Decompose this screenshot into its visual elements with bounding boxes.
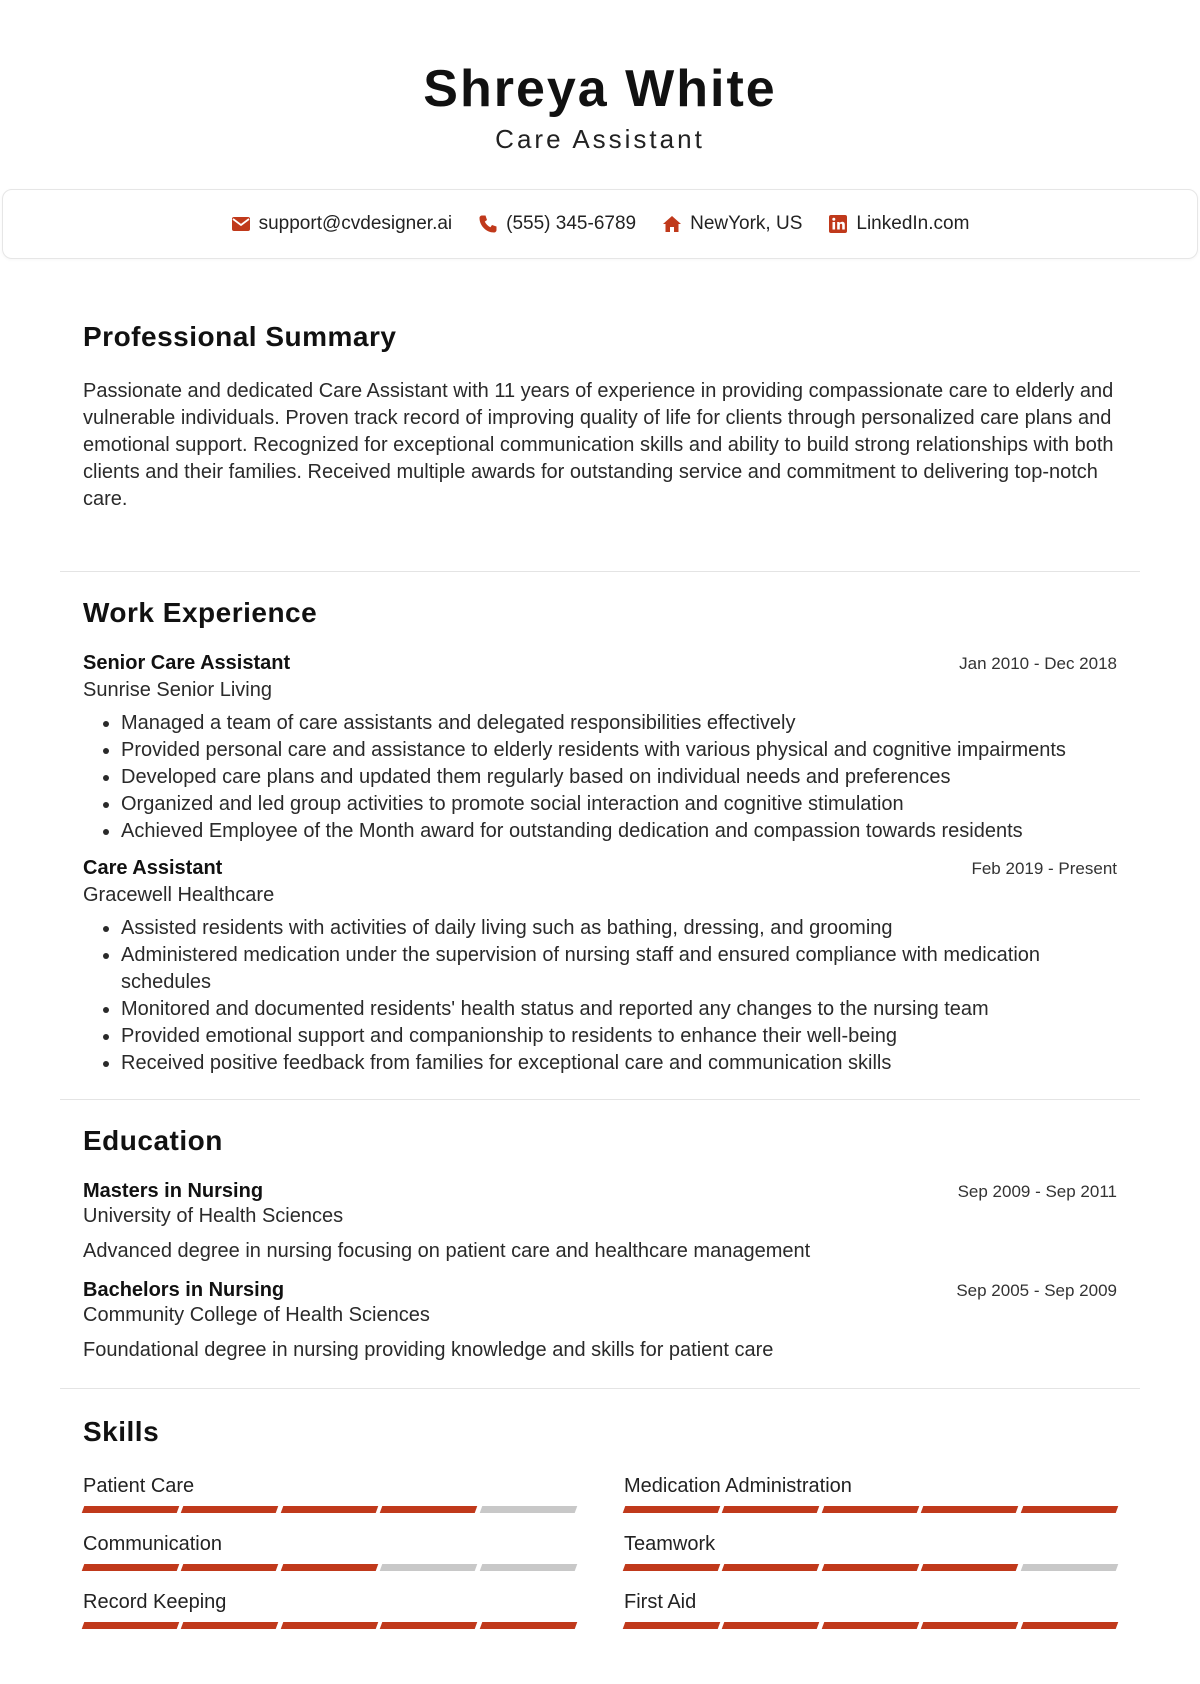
list-item: • Organized and led group activities to promote social interaction and cognitive stimulation xyxy=(121,791,1117,818)
skill-segment-filled xyxy=(822,1564,920,1571)
skill-segment-filled xyxy=(1020,1622,1118,1629)
summary-text: Passionate and dedicated Care Assistant with 11 years of experience in providing compassionate care to elderly and vulnerable individuals. Proven track record of improving quality of life for clients through personalized care plans and emotional support. Recognized for exceptional communication skills and ability to build strong relationships with both clients and their families. Received multiple awards for outstanding service and commitment to delivering top-notch care. xyxy=(83,380,1114,510)
skill-segment-filled xyxy=(181,1506,279,1513)
skill-segment-filled xyxy=(722,1564,820,1571)
skill-segment-filled xyxy=(181,1622,279,1629)
skill-segment-filled xyxy=(281,1564,379,1571)
job-entry xyxy=(83,652,1117,845)
skill-item xyxy=(624,1531,1117,1571)
contact-email[interactable] xyxy=(231,213,453,235)
skill-segment-filled xyxy=(281,1506,379,1513)
skill-item xyxy=(83,1589,576,1629)
list-item: • Developed care plans and updated them regularly based on individual needs and preferences xyxy=(121,764,1117,791)
skill-segment-filled xyxy=(623,1622,721,1629)
skill-name: Teamwork xyxy=(624,1533,716,1555)
education-dates: Sep 2005 - Sep 2009 xyxy=(956,1281,1117,1300)
contact-phone[interactable] xyxy=(478,213,636,235)
skill-segment-filled xyxy=(380,1622,478,1629)
list-item: • Monitored and documented residents' health status and reported any changes to the nursing team xyxy=(121,996,1117,1023)
education-heading: Education xyxy=(83,1125,223,1156)
experience-section xyxy=(60,572,1140,1099)
skill-segment-empty xyxy=(1020,1564,1118,1571)
degree-title: Bachelors in Nursing xyxy=(83,1279,285,1301)
contact-linkedin-text: LinkedIn.com xyxy=(856,213,970,234)
skill-segment-empty xyxy=(479,1506,577,1513)
skill-level-bar xyxy=(624,1622,1117,1629)
skills-section xyxy=(60,1389,1140,1629)
skill-segment-filled xyxy=(921,1564,1019,1571)
skill-item xyxy=(624,1589,1117,1629)
list-item: • Provided personal care and assistance to elderly residents with various physical and cognitive impairments xyxy=(121,737,1117,764)
degree-title: Masters in Nursing xyxy=(83,1180,264,1202)
skill-segment-filled xyxy=(281,1622,379,1629)
education-dates: Sep 2009 - Sep 2011 xyxy=(957,1182,1117,1201)
contact-bar xyxy=(2,189,1198,259)
skill-name: First Aid xyxy=(624,1591,697,1613)
envelope-icon xyxy=(231,214,251,234)
skill-name: Patient Care xyxy=(83,1475,195,1497)
skill-segment-filled xyxy=(82,1564,180,1571)
education-section xyxy=(60,1100,1140,1388)
list-item: • Provided emotional support and companionship to residents to enhance their well-being xyxy=(121,1023,1117,1050)
list-item: • Achieved Employee of the Month award for outstanding dedication and compassion towards residents xyxy=(121,818,1117,845)
skills-heading: Skills xyxy=(83,1416,160,1447)
skill-segment-filled xyxy=(921,1506,1019,1513)
job-bullets xyxy=(83,710,1117,845)
school-name: University of Health Sciences xyxy=(83,1205,344,1227)
job-dates: Feb 2019 - Present xyxy=(971,859,1117,878)
list-item: • Assisted residents with activities of daily living such as bathing, dressing, and grooming xyxy=(121,915,1117,942)
home-icon xyxy=(662,214,682,234)
skill-level-bar xyxy=(83,1564,576,1571)
job-entry xyxy=(83,857,1117,1077)
skill-name: Communication xyxy=(83,1533,222,1555)
education-entry xyxy=(83,1279,1117,1364)
skill-segment-filled xyxy=(822,1506,920,1513)
education-description: Foundational degree in nursing providing knowledge and skills for patient care xyxy=(83,1339,774,1361)
candidate-title: Care Assistant xyxy=(495,124,705,154)
list-item: • Received positive feedback from families for exceptional care and communication skills xyxy=(121,1050,1117,1077)
candidate-name: Shreya White xyxy=(423,60,777,118)
job-bullets xyxy=(83,915,1117,1077)
contact-linkedin[interactable] xyxy=(828,213,969,235)
skill-name: Record Keeping xyxy=(83,1591,227,1613)
skill-segment-empty xyxy=(479,1564,577,1571)
skills-grid xyxy=(83,1473,1117,1629)
summary-section xyxy=(60,300,1140,571)
skill-segment-filled xyxy=(82,1622,180,1629)
summary-heading: Professional Summary xyxy=(83,321,397,352)
list-item: • Administered medication under the supervision of nursing staff and ensured compliance with medication schedules xyxy=(121,942,1117,996)
skill-level-bar xyxy=(83,1622,576,1629)
skill-item xyxy=(624,1473,1117,1513)
skill-segment-filled xyxy=(82,1506,180,1513)
linkedin-icon xyxy=(828,214,848,234)
school-name: Community College of Health Sciences xyxy=(83,1304,430,1326)
skill-segment-filled xyxy=(722,1506,820,1513)
skill-segment-filled xyxy=(1020,1506,1118,1513)
skill-segment-filled xyxy=(479,1622,577,1629)
skill-item xyxy=(83,1531,576,1571)
skill-segment-filled xyxy=(722,1622,820,1629)
skill-segment-filled xyxy=(822,1622,920,1629)
skill-name: Medication Administration xyxy=(624,1475,852,1497)
contact-email-text: support@cvdesigner.ai xyxy=(258,213,453,234)
contact-location-text: NewYork, US xyxy=(690,213,803,234)
skill-segment-filled xyxy=(623,1506,721,1513)
experience-heading: Work Experience xyxy=(83,597,318,628)
job-company: Sunrise Senior Living xyxy=(83,679,272,701)
phone-icon xyxy=(478,214,498,234)
contact-phone-text: (555) 345-6789 xyxy=(506,213,637,234)
skill-level-bar xyxy=(624,1506,1117,1513)
skill-level-bar xyxy=(624,1564,1117,1571)
skill-segment-filled xyxy=(623,1564,721,1571)
list-item: • Managed a team of care assistants and delegated responsibilities effectively xyxy=(121,710,1117,737)
education-entry xyxy=(83,1180,1117,1265)
job-title: Senior Care Assistant xyxy=(83,652,291,674)
contact-location xyxy=(662,213,802,235)
job-title: Care Assistant xyxy=(83,857,223,879)
education-description: Advanced degree in nursing focusing on patient care and healthcare management xyxy=(83,1240,811,1262)
skill-level-bar xyxy=(83,1506,576,1513)
skill-segment-empty xyxy=(380,1564,478,1571)
resume-body xyxy=(60,300,1140,1629)
skill-segment-filled xyxy=(921,1622,1019,1629)
skill-segment-filled xyxy=(380,1506,478,1513)
job-dates: Jan 2010 - Dec 2018 xyxy=(959,654,1117,673)
resume-header xyxy=(0,0,1200,154)
job-company: Gracewell Healthcare xyxy=(83,884,275,906)
skill-item xyxy=(83,1473,576,1513)
skill-segment-filled xyxy=(181,1564,279,1571)
